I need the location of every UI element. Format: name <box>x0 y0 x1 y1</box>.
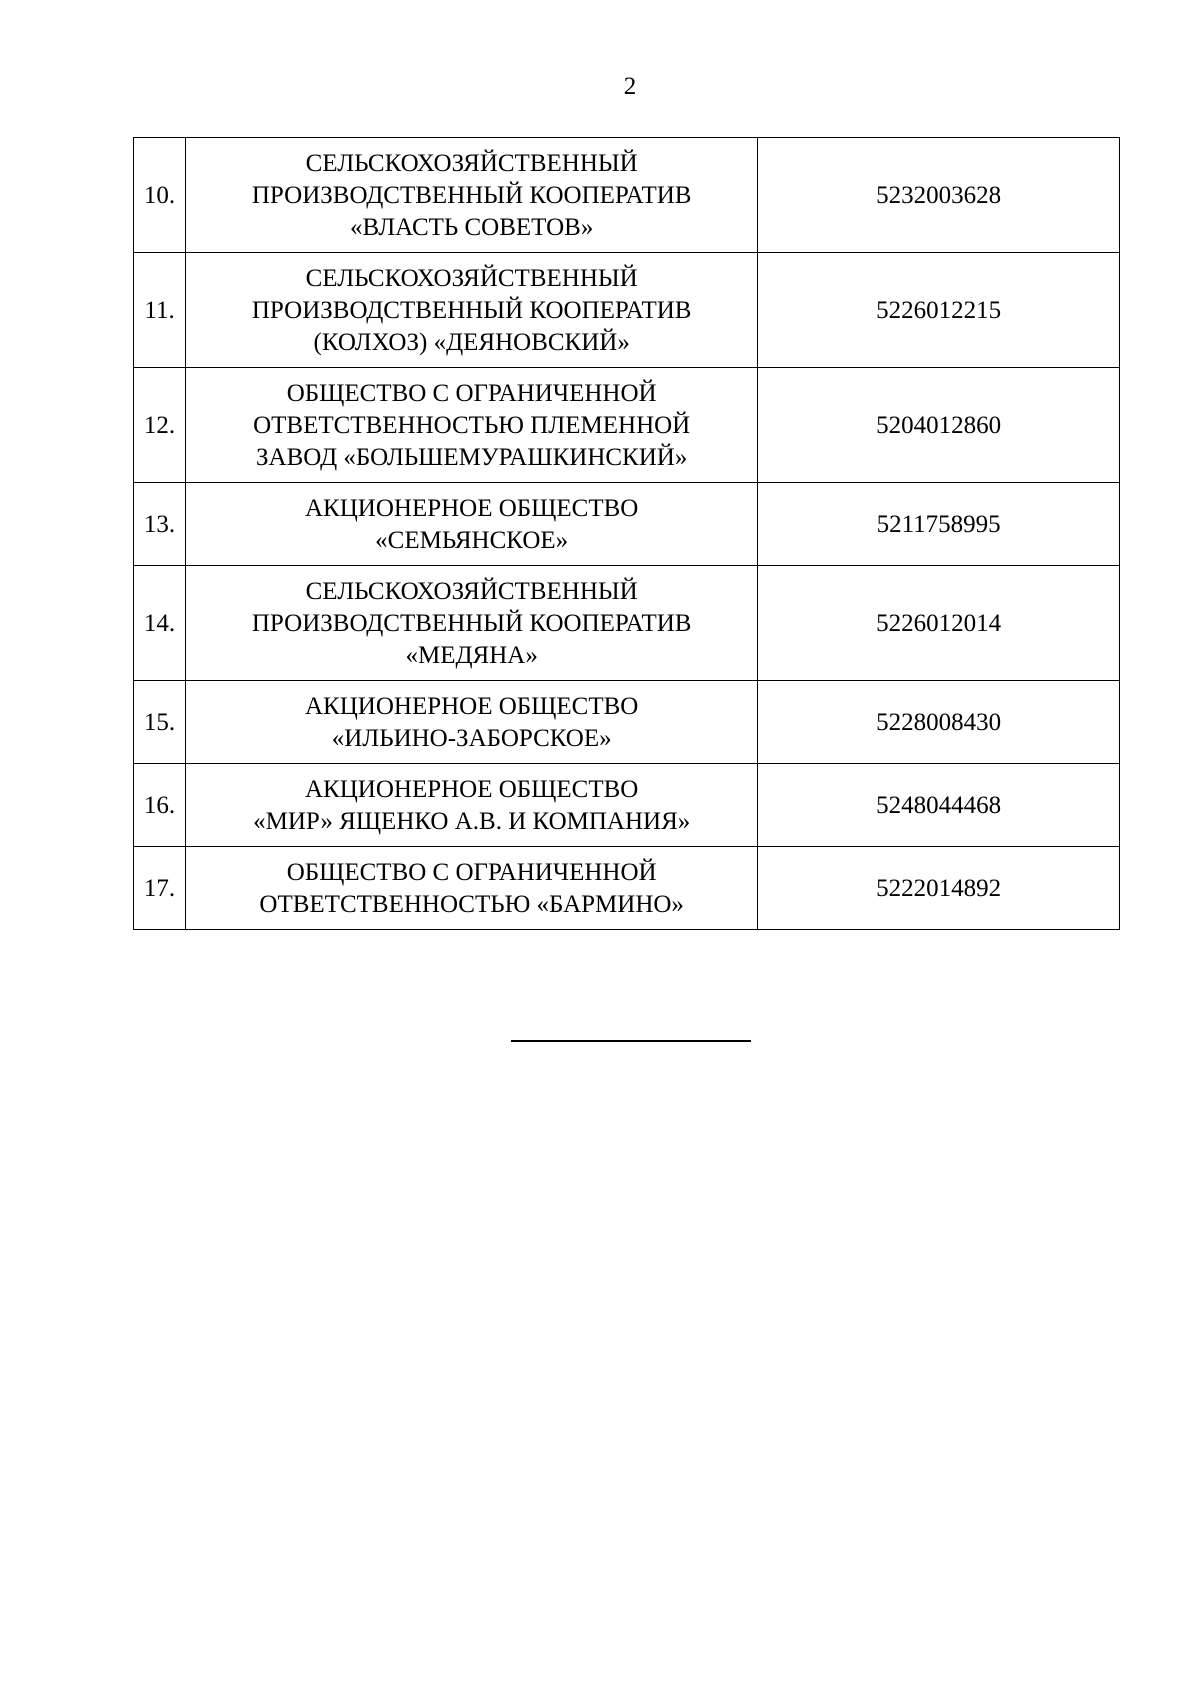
inn-cell: 5232003628 <box>758 138 1120 253</box>
organization-name-line: ОТВЕТСТВЕННОСТЬЮ ПЛЕМЕННОЙ <box>253 412 691 439</box>
organizations-table-body <box>134 138 1120 930</box>
organization-name-cell <box>186 138 758 253</box>
table-row <box>134 764 1120 847</box>
organization-name-line: АКЦИОНЕРНОЕ ОБЩЕСТВО <box>305 495 639 522</box>
inn-cell: 5248044468 <box>758 764 1120 847</box>
organization-name-line: ОБЩЕСТВО С ОГРАНИЧЕННОЙ <box>286 380 657 407</box>
organization-name-line: (КОЛХОЗ) «ДЕЯНОВСКИЙ» <box>313 329 630 356</box>
table-row <box>134 847 1120 930</box>
organization-name-line: «СЕМЬЯНСКОЕ» <box>375 527 569 554</box>
row-number-cell: 12. <box>134 368 186 483</box>
organization-name-cell <box>186 764 758 847</box>
table-row <box>134 253 1120 368</box>
closing-rule <box>511 1040 751 1042</box>
page-number: 2 <box>623 73 637 100</box>
organization-name-cell <box>186 681 758 764</box>
table-row <box>134 566 1120 681</box>
organization-name-line: СЕЛЬСКОХОЗЯЙСТВЕННЫЙ <box>305 150 638 177</box>
table-row <box>134 483 1120 566</box>
organization-name-line: «ИЛЬИНО-ЗАБОРСКОЕ» <box>331 725 612 752</box>
organization-name-line: СЕЛЬСКОХОЗЯЙСТВЕННЫЙ <box>305 578 638 605</box>
organization-name-line: «МЕДЯНА» <box>405 642 538 669</box>
inn-cell: 5226012215 <box>758 253 1120 368</box>
organization-name-line: «ВЛАСТЬ СОВЕТОВ» <box>349 214 594 241</box>
organization-name-line: АКЦИОНЕРНОЕ ОБЩЕСТВО <box>305 776 639 803</box>
organization-name-line: СЕЛЬСКОХОЗЯЙСТВЕННЫЙ <box>305 265 638 292</box>
organization-name-line: ОТВЕТСТВЕННОСТЬЮ «БАРМИНО» <box>259 891 684 918</box>
organization-name-cell <box>186 566 758 681</box>
organization-name-cell <box>186 253 758 368</box>
row-number-cell: 16. <box>134 764 186 847</box>
organizations-table <box>133 137 1120 930</box>
organization-name-cell <box>186 483 758 566</box>
inn-cell: 5228008430 <box>758 681 1120 764</box>
inn-cell: 5211758995 <box>758 483 1120 566</box>
organization-name-line: ПРОИЗВОДСТВЕННЫЙ КООПЕРАТИВ <box>251 610 692 637</box>
organization-name-line: ОБЩЕСТВО С ОГРАНИЧЕННОЙ <box>286 859 657 886</box>
organization-name-line: ЗАВОД «БОЛЬШЕМУРАШКИНСКИЙ» <box>256 444 688 471</box>
row-number-cell: 17. <box>134 847 186 930</box>
row-number-cell: 13. <box>134 483 186 566</box>
inn-cell: 5222014892 <box>758 847 1120 930</box>
organization-name-line: ПРОИЗВОДСТВЕННЫЙ КООПЕРАТИВ <box>251 182 692 209</box>
organization-name-line: «МИР» ЯЩЕНКО А.В. И КОМПАНИЯ» <box>253 808 691 835</box>
table-row <box>134 368 1120 483</box>
inn-cell: 5204012860 <box>758 368 1120 483</box>
organization-name-line: АКЦИОНЕРНОЕ ОБЩЕСТВО <box>305 693 639 720</box>
organization-name-cell <box>186 847 758 930</box>
row-number-cell: 14. <box>134 566 186 681</box>
row-number-cell: 10. <box>134 138 186 253</box>
table-row <box>134 138 1120 253</box>
table-row <box>134 681 1120 764</box>
row-number-cell: 11. <box>134 253 186 368</box>
organization-name-cell <box>186 368 758 483</box>
organization-name-line: ПРОИЗВОДСТВЕННЫЙ КООПЕРАТИВ <box>251 297 692 324</box>
row-number-cell: 15. <box>134 681 186 764</box>
inn-cell: 5226012014 <box>758 566 1120 681</box>
